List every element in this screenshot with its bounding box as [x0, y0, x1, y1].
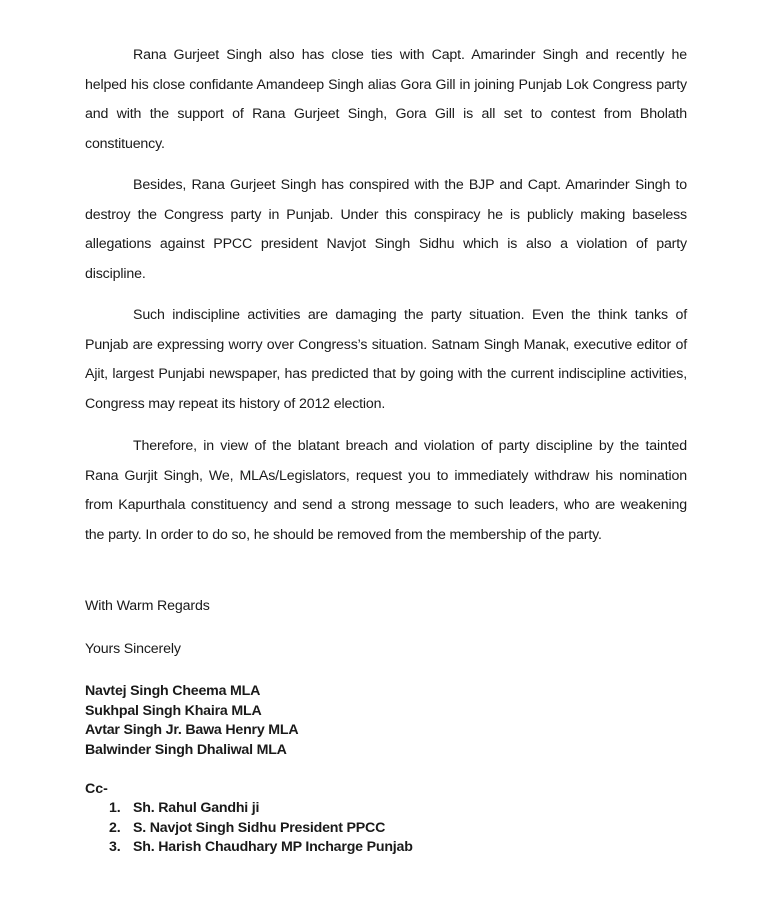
cc-name: Sh. Rahul Gandhi ji	[133, 800, 260, 816]
closing-line: With Warm Regards	[85, 598, 210, 614]
cc-name: Sh. Harish Chaudhary MP Incharge Punjab	[133, 839, 413, 855]
paragraph-ties-with-amarinder: Rana Gurjeet Singh also has close ties with Capt. Amarinder Singh and recently he helped his close confidante Amandeep Singh alias Gora Gill in joining Punjab Lok Congress party and with the support of Rana Gurjeet Singh, Gora Gill is all set to contest from Bholath constituency.	[85, 47, 687, 152]
cc-recipient	[85, 799, 413, 819]
signatory: Sukhpal Singh Khaira MLA	[85, 702, 262, 719]
signatories-list	[85, 682, 298, 760]
signatory: Balwinder Singh Dhaliwal MLA	[85, 741, 287, 758]
signatory: Navtej Singh Cheema MLA	[85, 683, 261, 699]
cc-number: 2.	[109, 819, 121, 836]
cc-number: 3.	[109, 839, 121, 855]
cc-recipients-list	[85, 799, 413, 858]
signatory: Avtar Singh Jr. Bawa Henry MLA	[85, 722, 299, 738]
paragraph-request: Therefore, in view of the blatant breach and violation of party discipline by the tainted Rana Gurjit Singh, We, MLAs/Legislators, request you to immediately withdraw his nomination from Kapurthala constituency and send a strong message to such leaders, who are weakening the party. In order to do so, he should be removed from the membership of the party.	[85, 438, 687, 543]
sign-off-line: Yours Sincerely	[85, 641, 181, 657]
cc-label: Cc-	[85, 781, 108, 797]
paragraph-conspiracy: Besides, Rana Gurjeet Singh has conspired with the BJP and Capt. Amarinder Singh to destroy the Congress party in Punjab. Under this conspiracy he is publicly making baseless allegations against PPCC president Navjot Singh Sidhu which is also a violation of party discipline.	[85, 177, 687, 282]
cc-name: S. Navjot Singh Sidhu President PPCC	[133, 819, 386, 836]
cc-recipient	[85, 838, 413, 858]
cc-number: 1.	[109, 800, 121, 816]
paragraph-indiscipline: Such indiscipline activities are damaging the party situation. Even the think tanks of Punjab are expressing worry over Congress’s situation. Satnam Singh Manak, executive editor of Ajit, largest Punjabi newspaper, has predicted that by going with the current indiscipline activities, Congress may repeat its history of 2012 election.	[85, 307, 687, 412]
cc-recipient	[85, 819, 413, 839]
